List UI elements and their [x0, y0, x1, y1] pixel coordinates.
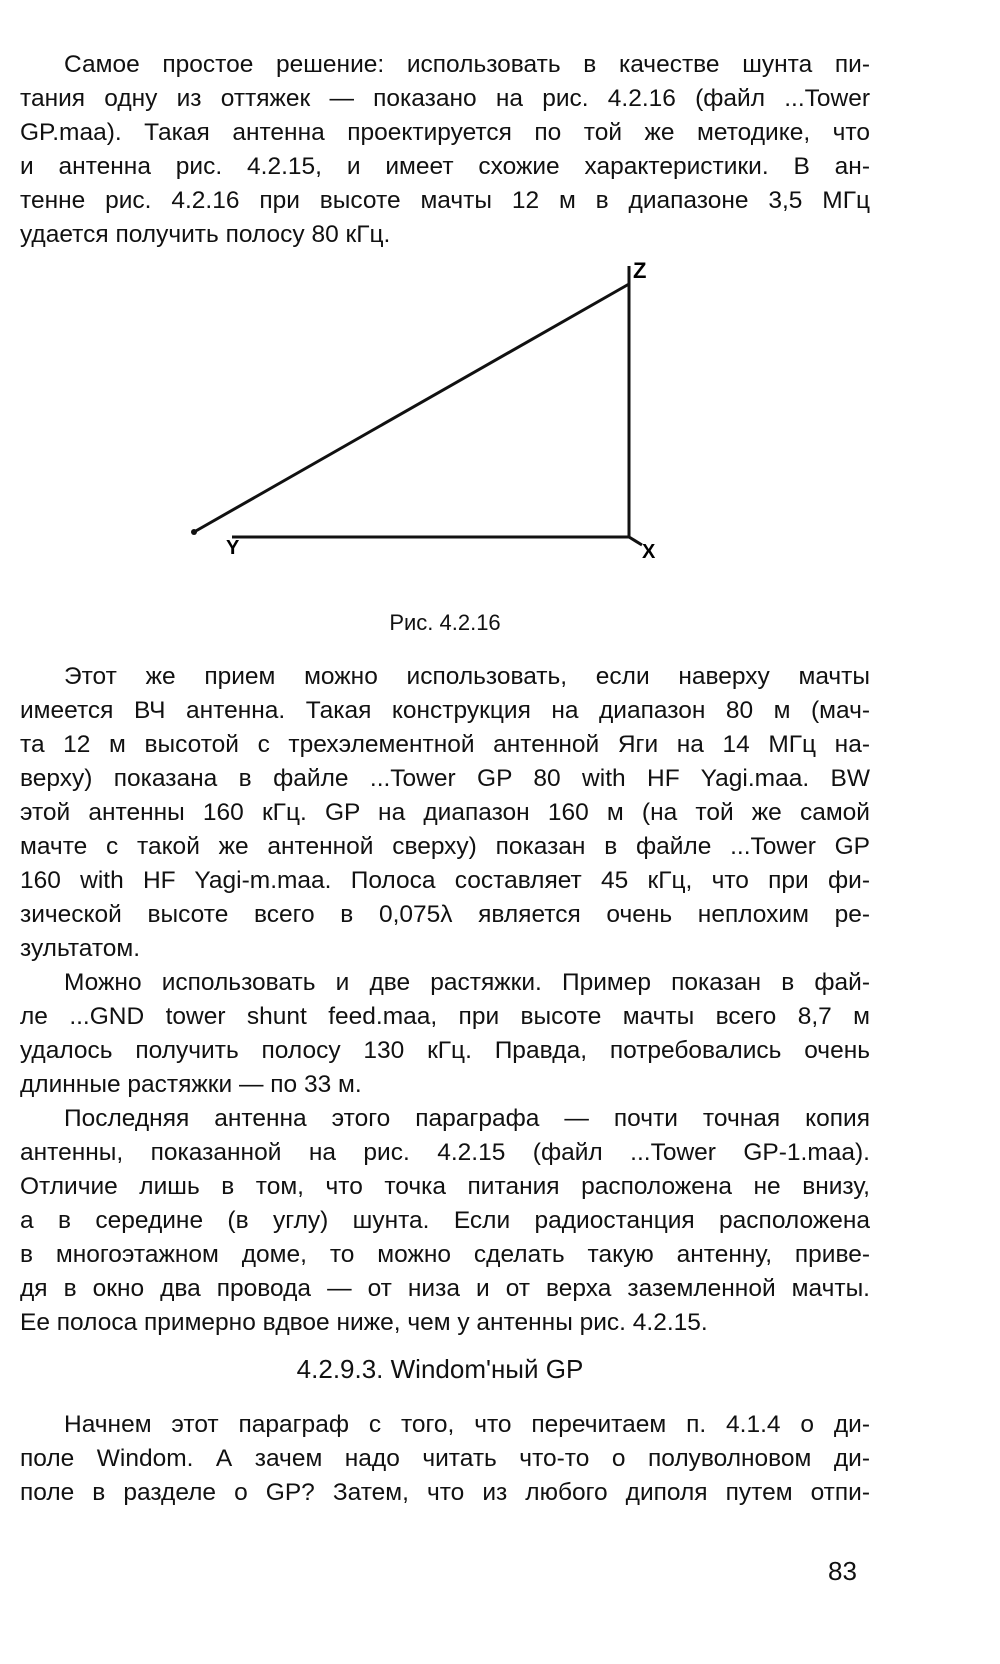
text-line: имеется ВЧ антенна. Такая конструкция на диапазон 80 м (мач-: [20, 697, 870, 724]
text-line: Ее полоса примерно вдвое ниже, чем у антенны рис. 4.2.15.: [20, 1309, 708, 1336]
text-line: Самое простое решение: использовать в качестве шунта пи-: [64, 51, 870, 78]
feed-point: [191, 529, 197, 535]
text-line: GP.maa). Такая антенна проектируется по той же методике, что: [20, 119, 870, 146]
text-line: Отличие лишь в том, что точка питания расположена не внизу,: [20, 1173, 870, 1200]
text-line: в многоэтажном доме, то можно сделать такую антенну, приве-: [20, 1241, 870, 1268]
axis-label-z: Z: [633, 262, 647, 283]
text-line: тания одну из оттяжек — показано на рис. 4.2.16 (файл ...Tower: [20, 85, 870, 112]
text-line: ле ...GND tower shunt feed.maa, при высоте мачты всего 8,7 м: [20, 1003, 870, 1030]
text-line: антенны, показанной на рис. 4.2.15 (файл ...Tower GP-1.maa).: [20, 1139, 870, 1166]
text-line: дя в окно два провода — от низа и от верха заземленной мачты.: [20, 1275, 870, 1302]
paragraph-2: [20, 660, 870, 966]
text-line: Последняя антенна этого параграфа — почти точная копия: [64, 1105, 870, 1132]
x-axis-stub: [629, 537, 642, 545]
text-line: тенне рис. 4.2.16 при высоте мачты 12 м в диапазоне 3,5 МГц: [20, 187, 870, 214]
text-line: и антенна рис. 4.2.15, и имеет схожие характеристики. В ан-: [20, 153, 870, 180]
text-line: мачте с такой же антенной сверху) показан в файле ...Tower GP: [20, 833, 870, 860]
paragraph-5: [20, 1408, 870, 1510]
axis-label-y: Y: [226, 537, 240, 559]
section-heading: 4.2.9.3. Windom'ный GP: [296, 1354, 584, 1384]
text-line: поле Windom. А зачем надо читать что-то о полуволновом ди-: [20, 1445, 870, 1472]
text-line: а в середине (в углу) шунта. Если радиостанция расположена: [20, 1207, 870, 1234]
text-line: верху) показана в файле ...Tower GP 80 with HF Yagi.maa. BW: [20, 765, 870, 792]
text-line: удается получить полосу 80 кГц.: [20, 221, 391, 248]
text-line: зультатом.: [20, 935, 141, 962]
text-line: Этот же прием можно использовать, если наверху мачты: [64, 663, 870, 690]
text-line: 160 with HF Yagi-m.maa. Полоса составляет 45 кГц, что при фи-: [20, 867, 870, 894]
paragraph-1: [20, 48, 870, 252]
axis-label-x: X: [642, 541, 656, 563]
figure-caption: Рис. 4.2.16: [389, 610, 501, 635]
paragraph-3: [20, 966, 870, 1102]
paragraph-4: [20, 1102, 870, 1340]
text-line: зической высоте всего в 0,075λ является очень неплохим ре-: [20, 901, 870, 928]
text-line: удалось получить полосу 130 кГц. Правда, потребовались очень: [20, 1037, 870, 1064]
text-line: поле в разделе о GP? Затем, что из любого диполя путем отпи-: [20, 1479, 870, 1506]
guy-wire-line: [194, 284, 629, 532]
text-line: Начнем этот параграф с того, что перечитаем п. 4.1.4 о ди-: [64, 1411, 870, 1438]
antenna-figure: [180, 262, 720, 602]
text-line: та 12 м высотой с трехэлементной антенной Яги на 14 МГц на-: [20, 731, 870, 758]
text-line: Можно использовать и две растяжки. Пример показан в фай-: [64, 969, 870, 996]
text-line: длинные растяжки — по 33 м.: [20, 1071, 362, 1098]
text-line: этой антенны 160 кГц. GP на диапазон 160 м (на той же самой: [20, 799, 870, 826]
page-number: 83: [828, 1556, 857, 1586]
